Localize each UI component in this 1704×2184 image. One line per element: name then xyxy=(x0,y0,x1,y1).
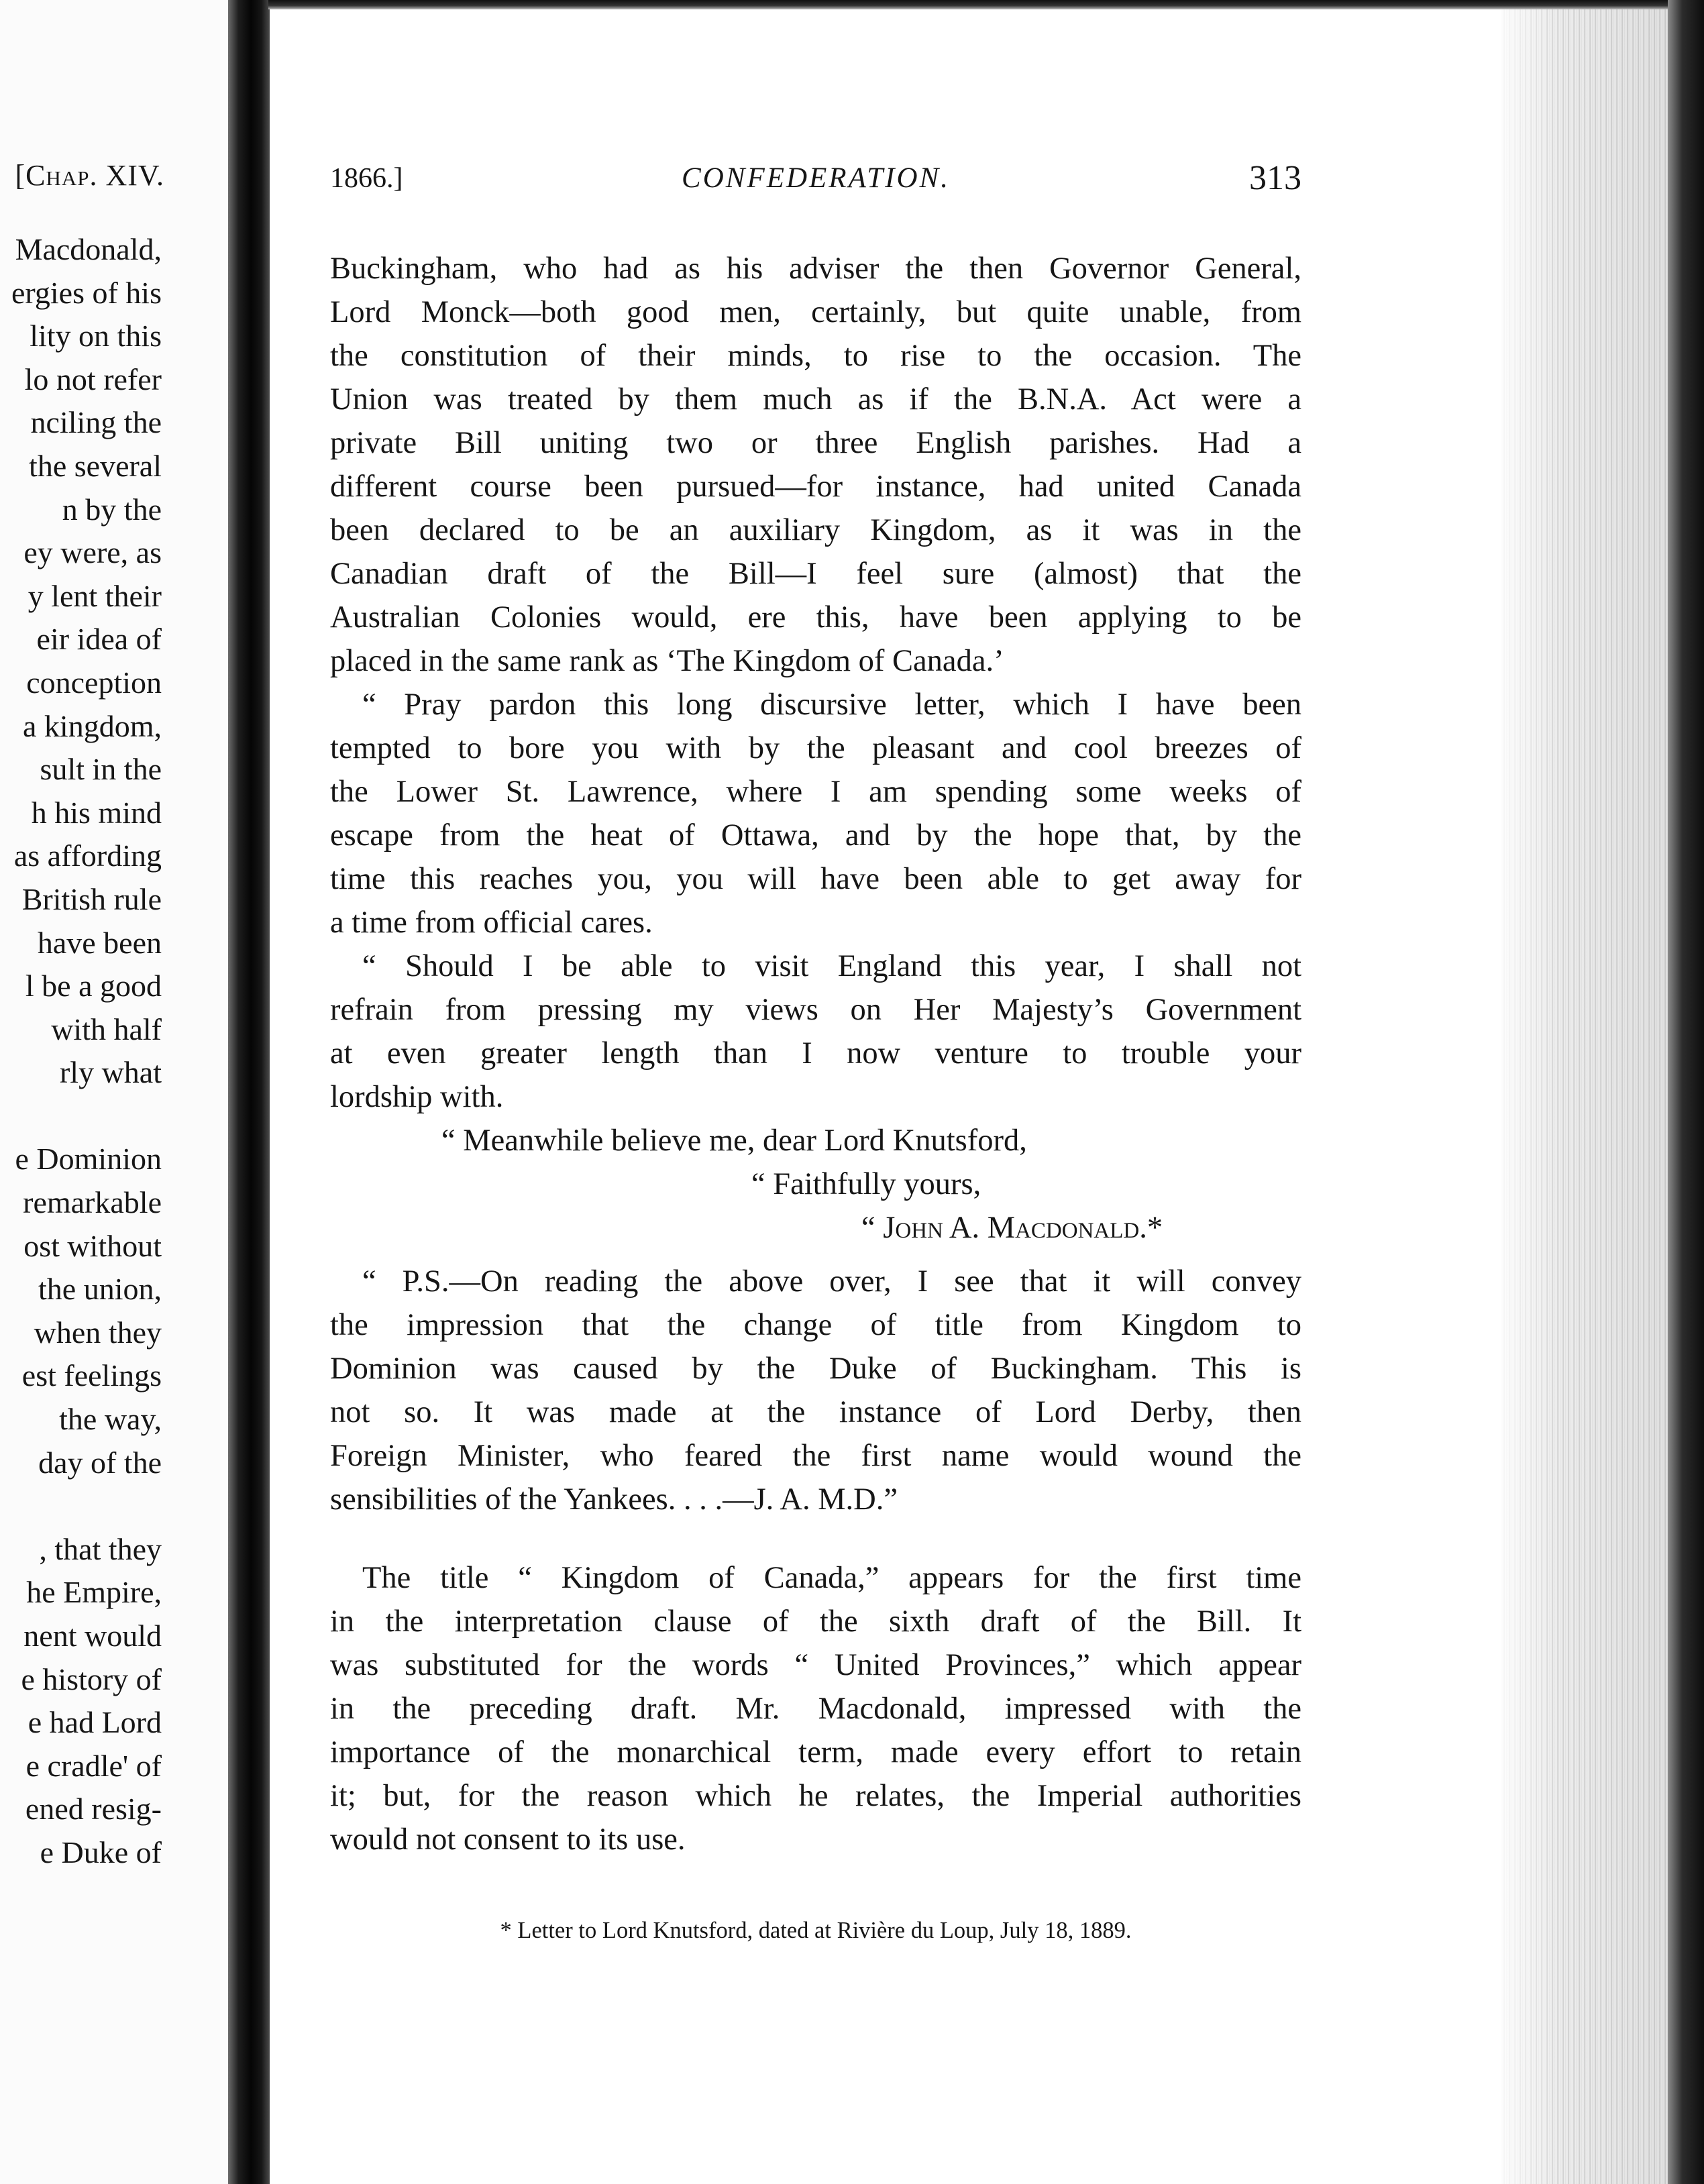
facing-page-line: day of the xyxy=(38,1445,162,1480)
facing-page xyxy=(0,0,231,2184)
facing-page-line: e cradle' of xyxy=(25,1748,162,1783)
text-line: in the preceding draft. Mr. Macdonald, impressed with the xyxy=(330,1692,1301,1726)
text-line: the Lower St. Lawrence, where I am spending some weeks of xyxy=(330,775,1301,809)
facing-page-line: the way, xyxy=(59,1402,162,1437)
paragraph-commentary xyxy=(330,1556,1301,1861)
text-line: the constitution of their minds, to rise to the occasion. The xyxy=(330,339,1301,373)
facing-page-line: , that they xyxy=(39,1531,162,1566)
facing-page-line: ost without xyxy=(23,1228,162,1263)
text-line: the impression that the change of title from Kingdom to xyxy=(330,1308,1301,1342)
facing-page-text xyxy=(0,228,162,1875)
book-gutter xyxy=(228,0,270,2184)
facing-page-line xyxy=(0,1484,162,1528)
text-line: Australian Colonies would, ere this, have been applying to be xyxy=(330,600,1301,635)
text-line: “ Pray pardon this long discursive letter, which I have been xyxy=(362,688,1301,722)
facing-page-line: h his mind xyxy=(31,795,162,830)
paragraph-should-i xyxy=(330,944,1301,1119)
top-border xyxy=(268,0,1704,9)
closing-salutation: “ Meanwhile believe me, dear Lord Knutsford, xyxy=(441,1124,1027,1158)
facing-page-line: he Empire, xyxy=(26,1575,162,1610)
text-line: was substituted for the words “ United Provinces,” which appear xyxy=(330,1648,1301,1682)
facing-page-line: sult in the xyxy=(40,752,162,787)
closing-faithfully: “ Faithfully yours, xyxy=(751,1167,981,1201)
text-line: lordship with. xyxy=(330,1080,504,1114)
text-line: “ Should I be able to visit England this year, I shall not xyxy=(362,949,1301,983)
text-line: not so. It was made at the instance of Lord Derby, then xyxy=(330,1395,1301,1429)
facing-page-line: e had Lord xyxy=(28,1705,162,1740)
facing-page-line: n by the xyxy=(62,492,162,527)
facing-page-line: a kingdom, xyxy=(23,708,162,743)
facing-page-line: lity on this xyxy=(30,319,162,353)
paragraph-postscript xyxy=(330,1260,1301,1521)
text-line: The title “ Kingdom of Canada,” appears for the first time xyxy=(362,1561,1301,1595)
text-line: been declared to be an auxiliary Kingdom, as it was in the xyxy=(330,513,1301,547)
text-line: time this reaches you, you will have been able to get away for xyxy=(330,862,1301,896)
facing-page-line: ened resig- xyxy=(25,1792,162,1826)
facing-page-line: when they xyxy=(34,1315,162,1350)
letter-closing xyxy=(330,1119,1301,1250)
facing-page-line: Macdonald, xyxy=(15,232,162,266)
facing-page-line: rly what xyxy=(59,1055,162,1090)
running-head-year: 1866.] xyxy=(330,163,403,194)
facing-page-line: ey were, as xyxy=(23,535,162,570)
text-line: sensibilities of the Yankees. . . .—J. A. M.D.” xyxy=(330,1482,898,1517)
facing-page-line: British rule xyxy=(21,881,162,916)
facing-page-line: with half xyxy=(51,1012,162,1046)
facing-page-line: remarkable xyxy=(23,1185,162,1220)
text-line: it; but, for the reason which he relates, the Imperial authorities xyxy=(330,1779,1301,1813)
facing-page-line: the several xyxy=(29,448,162,483)
page-number: 313 xyxy=(1249,159,1301,197)
facing-page-line: as affording xyxy=(13,838,162,873)
text-line: Lord Monck—both good men, certainly, but quite unable, from xyxy=(330,295,1301,329)
text-line: different course been pursued—for instance, had united Canada xyxy=(330,470,1301,504)
book-edge xyxy=(1668,0,1704,2184)
facing-page-line: l be a good xyxy=(25,969,162,1003)
text-line: tempted to bore you with by the pleasant and cool breezes of xyxy=(330,731,1301,765)
facing-page-line: e history of xyxy=(21,1661,162,1696)
paragraph-letter-continued xyxy=(330,247,1301,683)
text-line: would not consent to its use. xyxy=(330,1822,686,1857)
facing-page-line: conception xyxy=(26,665,162,700)
facing-page-line: ergies of his xyxy=(11,275,162,310)
text-line: private Bill uniting two or three English parishes. Had a xyxy=(330,426,1301,460)
facing-page-header: [Chap. XIV. xyxy=(15,159,164,192)
text-line: Buckingham, who had as his adviser the then Governor General, xyxy=(330,252,1301,286)
text-line: a time from official cares. xyxy=(330,906,653,940)
facing-page-line: est feelings xyxy=(21,1358,162,1393)
closing-signature: “ John A. Macdonald.* xyxy=(861,1211,1163,1245)
text-line: in the interpretation clause of the sixth draft of the Bill. It xyxy=(330,1604,1301,1639)
facing-page-line: eir idea of xyxy=(36,622,162,657)
paragraph-pray-pardon xyxy=(330,683,1301,944)
text-line: placed in the same rank as ‘The Kingdom of Canada.’ xyxy=(330,644,1004,678)
footnote: * Letter to Lord Knutsford, dated at Rivière du Loup, July 18, 1889. xyxy=(500,1918,1132,1943)
facing-page-line xyxy=(0,1095,162,1138)
text-line: at even greater length than I now venture to trouble your xyxy=(330,1036,1301,1071)
text-line: importance of the monarchical term, made every effort to retain xyxy=(330,1735,1301,1769)
running-head-title: CONFEDERATION. xyxy=(682,162,950,194)
facing-page-line: y lent their xyxy=(28,578,162,613)
text-line: Canadian draft of the Bill—I feel sure (almost) that the xyxy=(330,557,1301,591)
running-head xyxy=(330,158,1301,199)
text-line: “ P.S.—On reading the above over, I see that it will convey xyxy=(362,1264,1301,1299)
text-line: Foreign Minister, who feared the first name would wound the xyxy=(330,1439,1301,1473)
facing-page-line: e Duke of xyxy=(40,1835,162,1869)
facing-page-line: the union, xyxy=(38,1272,162,1307)
text-line: Union was treated by them much as if the B.N.A. Act were a xyxy=(330,382,1301,417)
facing-page-line: lo not refer xyxy=(24,362,162,396)
text-line: Dominion was caused by the Duke of Buckingham. This is xyxy=(330,1352,1301,1386)
facing-page-line: have been xyxy=(37,925,162,960)
facing-page-line: e Dominion xyxy=(15,1142,162,1177)
main-page xyxy=(270,9,1501,2184)
text-line: refrain from pressing my views on Her Majesty’s Government xyxy=(330,993,1301,1027)
text-line: escape from the heat of Ottawa, and by the hope that, by the xyxy=(330,818,1301,853)
body-text xyxy=(330,247,1301,1861)
facing-page-line: nent would xyxy=(23,1619,162,1653)
facing-page-line: nciling the xyxy=(30,405,162,440)
